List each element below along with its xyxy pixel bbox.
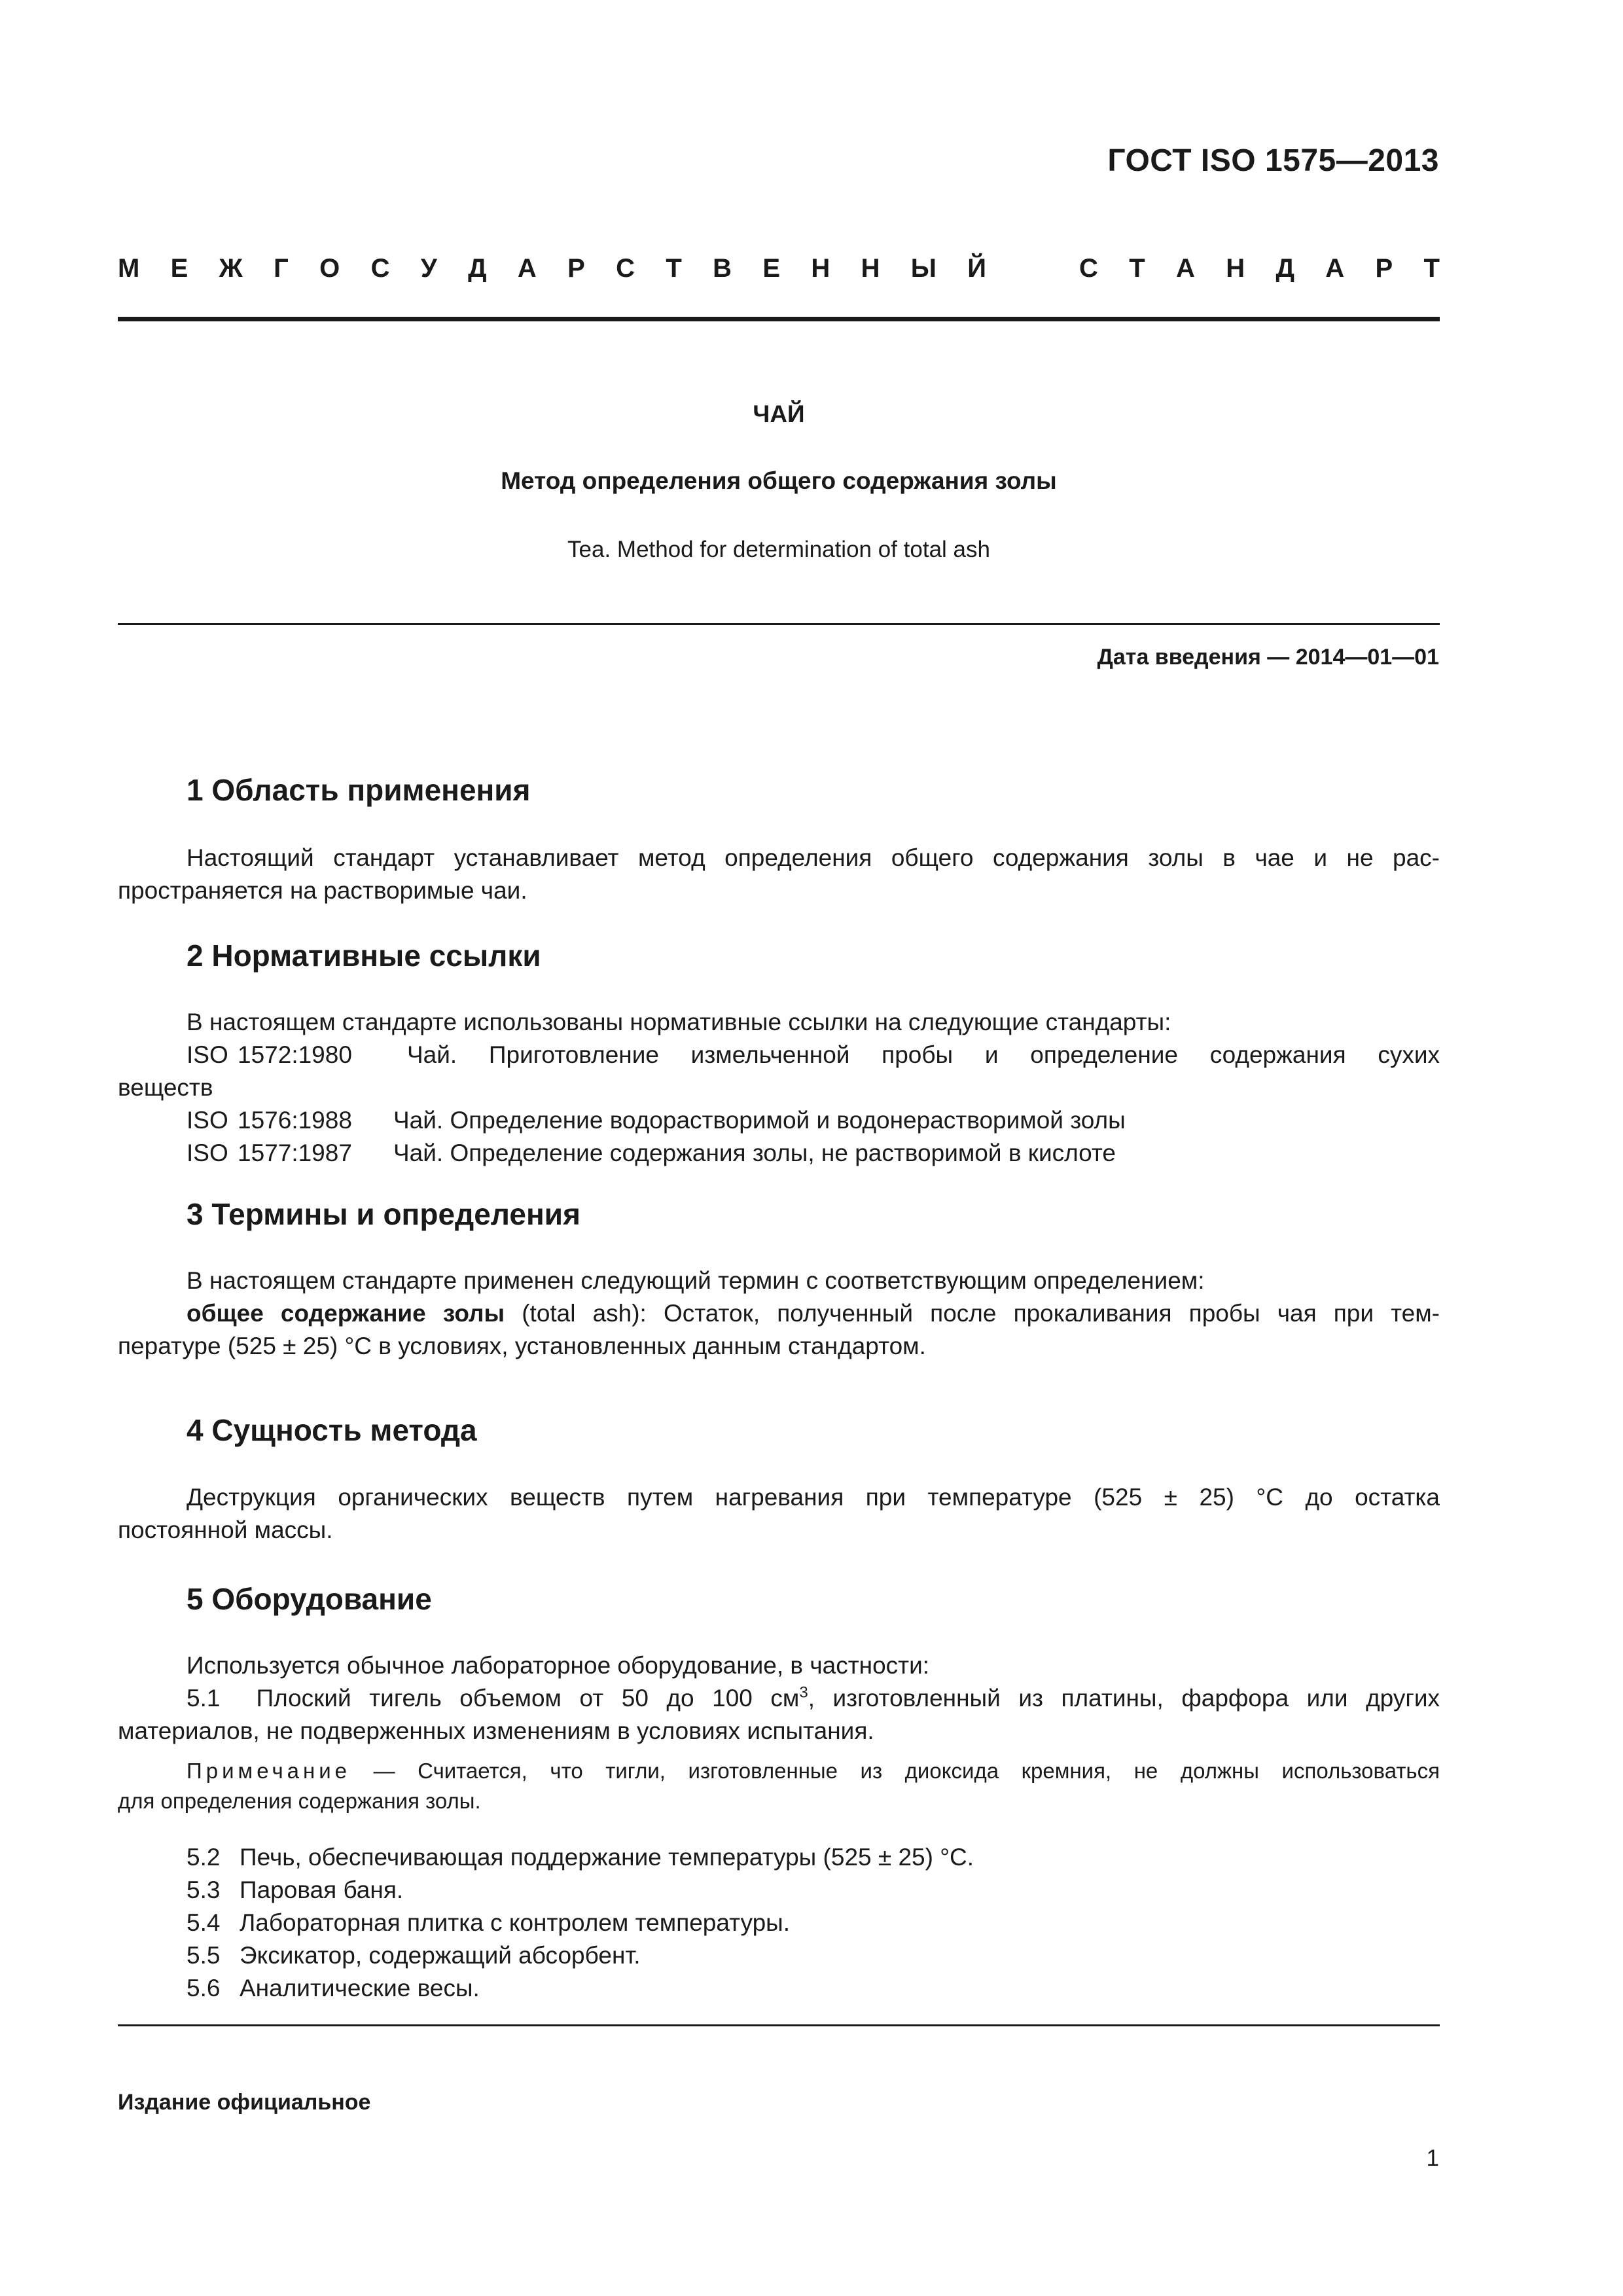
standard-type-banner xyxy=(118,254,1440,283)
section-1-heading: 1 Область применения xyxy=(187,773,531,807)
reference-title: Чай. Определение водорастворимой и водонерастворимой золы xyxy=(393,1107,1126,1134)
item-number: 5.5 xyxy=(187,1942,221,1969)
item-text: Паровая баня. xyxy=(240,1876,404,1903)
banner-letter: А xyxy=(1176,254,1195,283)
section-5-heading: 5 Оборудование xyxy=(187,1582,432,1616)
reference-continuation: веществ xyxy=(118,1074,213,1101)
banner-letter: У xyxy=(420,254,437,283)
note-text: — Считается, что тигли, изготовленные из диоксида кремния, не должны использоваться xyxy=(351,1759,1440,1783)
footer-divider xyxy=(118,2024,1440,2026)
note xyxy=(118,1756,1440,1816)
equipment-item xyxy=(118,1972,1440,2005)
banner-letter: Н xyxy=(861,254,880,283)
banner-letter: Т xyxy=(1423,254,1440,283)
banner-letter: Г xyxy=(274,254,289,283)
equipment-item xyxy=(118,1939,1440,1972)
equipment-item xyxy=(118,1907,1440,1939)
paragraph-line: В настоящем стандарте использованы нормативные ссылки на следующие стандарты: xyxy=(187,1009,1171,1035)
equipment-item-continuation: материалов, не подверженных изменениям в условиях испытания. xyxy=(118,1717,874,1744)
reference-title: Чай. Определение содержания золы, не растворимой в кислоте xyxy=(393,1139,1116,1166)
equipment-item xyxy=(118,1682,1440,1715)
banner-letter: Д xyxy=(1275,254,1294,283)
item-text: Печь, обеспечивающая поддержание температуры (525 ± 25) °С. xyxy=(240,1844,974,1871)
section-4-heading: 4 Сущность метода xyxy=(187,1413,477,1447)
item-number: 5.4 xyxy=(187,1909,221,1936)
item-text: , изготовленный из платины, фарфора или других xyxy=(808,1685,1440,1712)
paragraph-line: постоянной массы. xyxy=(118,1516,333,1543)
item-number: 5.3 xyxy=(187,1876,221,1903)
reference-title: Чай. Приготовление измельченной пробы и определение содержания сухих xyxy=(407,1041,1440,1068)
section-5-body xyxy=(118,1649,1440,1748)
item-number: 5.2 xyxy=(187,1844,221,1871)
document-title: ЧАЙ xyxy=(753,401,805,427)
equipment-item xyxy=(118,1841,1440,1874)
note-label: Примечание xyxy=(187,1759,351,1783)
definition-text: (total ash): Остаток, полученный после прокаливания пробы чая при тем- xyxy=(505,1300,1440,1327)
banner-letter: Т xyxy=(1129,254,1145,283)
reference-code: ISO 1576:1988 xyxy=(187,1107,352,1134)
standard-code: ГОСТ ISO 1575—2013 xyxy=(1107,143,1439,178)
banner-letter: М xyxy=(118,254,140,283)
banner-letter: Р xyxy=(567,254,585,283)
banner-letter: Д xyxy=(468,254,487,283)
paragraph-line: Деструкция органических веществ путем нагревания при температуре (525 ± 25) °С до остатка xyxy=(187,1484,1440,1511)
section-3-body xyxy=(118,1265,1440,1363)
banner-letter: Е xyxy=(170,254,188,283)
banner-letter: Р xyxy=(1375,254,1393,283)
reference-code: ISO 1577:1987 xyxy=(187,1139,352,1166)
banner-letter: А xyxy=(1325,254,1345,283)
item-number: 5.1 xyxy=(187,1685,221,1712)
english-title: Tea. Method for determination of total ash xyxy=(567,537,990,562)
paragraph-line: Настоящий стандарт устанавливает метод определения общего содержания золы в чае и не рас- xyxy=(187,844,1440,871)
banner-letter: С xyxy=(1079,254,1098,283)
note-line: для определения содержания золы. xyxy=(118,1789,481,1813)
banner-letter: Н xyxy=(1226,254,1245,283)
banner-letter: Ы xyxy=(910,254,936,283)
banner-letter: А xyxy=(517,254,537,283)
section-2-body xyxy=(118,1006,1440,1170)
official-edition-label: Издание официальное xyxy=(118,2090,371,2115)
item-text: Плоский тигель объемом от 50 до 100 см xyxy=(256,1685,800,1712)
definition-line xyxy=(118,1297,1440,1330)
banner-letter: Н xyxy=(811,254,830,283)
equipment-item xyxy=(118,1874,1440,1907)
banner-letter: С xyxy=(616,254,635,283)
item-text: Лабораторная плитка с контролем температуры. xyxy=(240,1909,791,1936)
definition-line: пературе (525 ± 25) °С в условиях, установленных данным стандартом. xyxy=(118,1333,926,1359)
paragraph-line: Используется обычное лабораторное оборудование, в частности: xyxy=(187,1652,930,1679)
banner-letter: Т xyxy=(666,254,682,283)
header-divider xyxy=(118,317,1440,321)
paragraph-line: пространяется на растворимые чаи. xyxy=(118,877,527,904)
note-line xyxy=(118,1756,1440,1786)
defined-term: общее содержание золы xyxy=(187,1300,505,1327)
equipment-list xyxy=(118,1841,1440,2005)
banner-letter: О xyxy=(319,254,340,283)
item-text: Эксикатор, содержащий абсорбент. xyxy=(240,1942,641,1969)
banner-letter: Й xyxy=(967,254,987,283)
section-2-heading: 2 Нормативные ссылки xyxy=(187,939,541,973)
banner-letter: С xyxy=(370,254,390,283)
reference-code: ISO 1572:1980 xyxy=(187,1041,352,1068)
reference-item xyxy=(118,1039,1440,1071)
title-divider xyxy=(118,623,1440,625)
reference-item xyxy=(118,1104,1440,1137)
page-number: 1 xyxy=(1426,2145,1439,2171)
item-number: 5.6 xyxy=(187,1975,221,2001)
banner-letter: Ж xyxy=(219,254,243,283)
paragraph-line: В настоящем стандарте применен следующий термин с соответствующим определением: xyxy=(187,1267,1205,1294)
section-1-paragraph xyxy=(118,842,1440,907)
document-subtitle: Метод определения общего содержания золы xyxy=(501,467,1057,494)
reference-item xyxy=(118,1137,1440,1170)
introduction-date: Дата введения — 2014—01—01 xyxy=(1097,645,1439,670)
banner-letter: Е xyxy=(762,254,781,283)
section-4-paragraph xyxy=(118,1481,1440,1547)
banner-letter: В xyxy=(713,254,732,283)
item-text: Аналитические весы. xyxy=(240,1975,480,2001)
section-3-heading: 3 Термины и определения xyxy=(187,1197,580,1231)
superscript: 3 xyxy=(799,1683,808,1702)
